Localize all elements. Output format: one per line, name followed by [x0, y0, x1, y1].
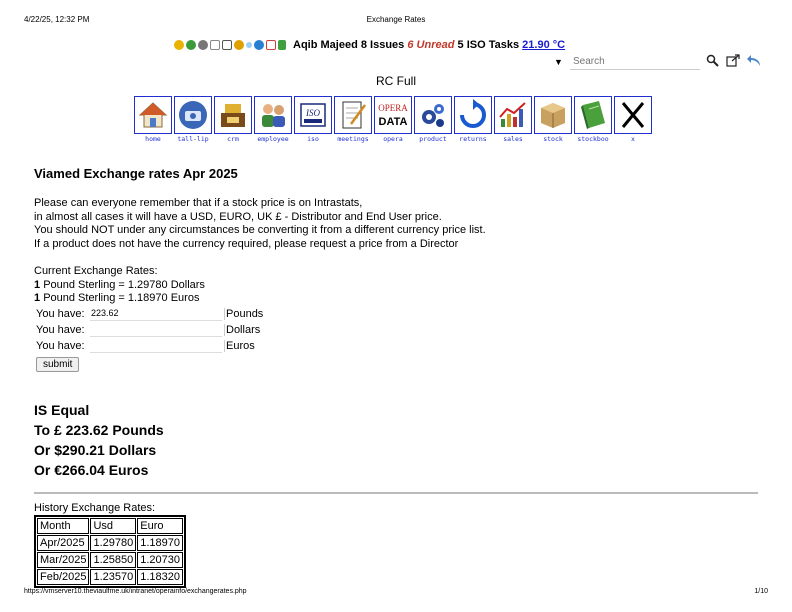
box-icon [537, 99, 569, 131]
print-datetime: 4/22/25, 12:32 PM [24, 15, 90, 24]
column-header: Month [37, 518, 89, 534]
table-cell: 1.20730 [137, 552, 183, 568]
toolbar-label: sales [503, 135, 523, 143]
toolbar-product[interactable] [414, 96, 452, 143]
house-icon [137, 99, 169, 131]
euros-row [34, 338, 758, 354]
dollars-row [34, 322, 758, 338]
opera-icon-top: OPERA [378, 103, 408, 113]
rc-full-label: RC Full [375, 74, 416, 88]
refresh-icon[interactable] [186, 40, 196, 50]
notice-line: You should NOT under any circumstances be converting it from a different currency price list. [34, 224, 486, 236]
toolbar-opera[interactable] [374, 96, 412, 143]
opera-data-icon [376, 98, 410, 132]
iso-count: 5 [457, 39, 464, 51]
smiley-icon[interactable] [234, 40, 244, 50]
toolbar-label: opera [383, 135, 403, 143]
converter-form [34, 306, 758, 372]
messenger-icon[interactable] [254, 40, 264, 50]
pounds-input[interactable] [90, 307, 222, 321]
iso-icon-text: ISO [306, 108, 320, 118]
table-row [37, 552, 183, 568]
toolbar-label: x [631, 135, 635, 143]
current-rates [34, 265, 758, 306]
sparkle-icon[interactable] [246, 42, 252, 48]
bag-icon[interactable] [278, 40, 286, 50]
status-text [293, 39, 565, 51]
issues-count: 8 [360, 39, 367, 51]
unread-count: 6 [407, 39, 414, 51]
unread-label[interactable]: Unread [416, 39, 455, 51]
euros-input[interactable] [90, 339, 222, 353]
iso-tasks-label[interactable]: ISO Tasks [466, 39, 520, 51]
you-have-label: You have: [36, 323, 85, 336]
dollars-input[interactable] [90, 323, 222, 337]
returns-arrow-icon [457, 99, 489, 131]
table-row [37, 569, 183, 585]
notice-line: If a product does not have the currency required, please request a price from a Director [34, 237, 459, 250]
toolbar-label: returns [459, 135, 487, 143]
print-page-title: Exchange Rates [366, 15, 426, 24]
toolbar-meetings[interactable] [334, 96, 372, 143]
notice-line: Please can everyone remember that if a stock price is on Intrastats, [34, 197, 363, 209]
toolbar-iso[interactable] [294, 96, 332, 143]
table-cell: 1.25850 [90, 552, 136, 568]
divider [34, 492, 758, 494]
submit-button[interactable]: submit [36, 357, 79, 372]
green-book-icon [577, 99, 609, 131]
main-content [34, 166, 758, 588]
settings-icon[interactable] [198, 40, 208, 50]
back-arrow-icon[interactable] [746, 54, 762, 71]
table-cell: 1.18320 [137, 569, 183, 585]
page-title: Viamed Exchange rates Apr 2025 [34, 166, 238, 181]
pounds-unit: Pounds [226, 307, 264, 320]
user-name[interactable]: Aqib Majeed [293, 39, 358, 51]
you-have-label: You have: [36, 339, 85, 352]
result-pounds: To £ 223.62 Pounds [34, 421, 164, 438]
table-cell: 1.18970 [137, 535, 183, 551]
pounds-row [34, 306, 758, 322]
notice-line: in almost all cases it will have a USD, EURO, UK £ - Distributor and End User price. [34, 210, 442, 223]
toolbar-employee[interactable] [254, 96, 292, 143]
x-icon [617, 99, 649, 131]
toolbar-label: stockboo [577, 135, 609, 143]
rates-label: Current Exchange Rates: [34, 265, 158, 277]
dollars-unit: Dollars [226, 323, 261, 336]
copy-icon[interactable] [222, 40, 232, 50]
toolbar-label: product [419, 135, 447, 143]
toolbar-label: stock [543, 135, 563, 143]
toolbar-label: meetings [337, 135, 369, 143]
you-have-label: You have: [36, 307, 85, 320]
employees-icon [257, 99, 289, 131]
history-table [34, 515, 186, 588]
chart-icon[interactable] [266, 40, 276, 50]
table-cell: Apr/2025 [37, 535, 89, 551]
table-cell: 1.29780 [90, 535, 136, 551]
print-footer [24, 588, 768, 598]
result-dollars: Or $290.21 Dollars [34, 441, 157, 458]
usd-rate: 1 Pound Sterling = 1.29780 Dollars [34, 278, 205, 291]
table-row [37, 535, 183, 551]
euros-unit: Euros [226, 339, 255, 352]
toolbar-label: iso [307, 135, 319, 143]
search-input[interactable] [570, 55, 700, 70]
toolbar-label: home [145, 135, 161, 143]
pricing-notice [34, 197, 758, 251]
search-icon[interactable] [706, 54, 720, 71]
toolbar-stock[interactable] [534, 96, 572, 143]
issues-label[interactable]: Issues [370, 39, 405, 51]
temperature-link[interactable]: 21.90 °C [522, 39, 566, 51]
print-page-number: 1/10 [754, 588, 768, 595]
toolbar-returns[interactable] [454, 96, 492, 143]
telephone-icon [177, 99, 209, 131]
search-bar [554, 53, 764, 71]
notepad-icon [337, 99, 369, 131]
toolbar-label: crm [227, 135, 239, 143]
result-line: IS Equal [34, 401, 90, 418]
opera-icon-bottom: DATA [378, 116, 408, 128]
table-cell: 1.23570 [90, 569, 136, 585]
star-icon[interactable] [174, 40, 184, 50]
table-cell: Feb/2025 [37, 569, 89, 585]
chevron-down-icon[interactable]: ▼ [554, 57, 563, 67]
toolbar-home[interactable] [134, 96, 172, 143]
main-toolbar [134, 96, 652, 143]
table-cell: Mar/2025 [37, 552, 89, 568]
iso-icon [297, 99, 329, 131]
print-header [24, 15, 768, 27]
history-label: History Exchange Rates: [34, 501, 156, 514]
status-bar [174, 37, 634, 53]
column-header: Euro [137, 518, 183, 534]
toolbar-tall-lip[interactable] [174, 96, 212, 143]
external-link-icon[interactable] [726, 54, 740, 71]
print-url: https://vmserver10.theviaulfme.uk/intranet/operainfo/exchangerates.php [24, 588, 247, 595]
cash-register-icon [217, 99, 249, 131]
conversion-result [34, 400, 758, 480]
toolbar-x[interactable] [614, 96, 652, 143]
toolbar-crm[interactable] [214, 96, 252, 143]
calendar-icon[interactable] [210, 40, 220, 50]
table-header-row [37, 518, 183, 534]
toolbar-label: employee [257, 135, 289, 143]
sales-chart-icon [497, 99, 529, 131]
eur-rate: 1 Pound Sterling = 1.18970 Euros [34, 292, 200, 304]
toolbar-label: tall-lip [177, 135, 209, 143]
result-euros: Or €266.04 Euros [34, 461, 149, 478]
gears-icon [417, 99, 449, 131]
toolbar-sales[interactable] [494, 96, 532, 143]
toolbar-stockbook[interactable] [574, 96, 612, 143]
column-header: Usd [90, 518, 136, 534]
